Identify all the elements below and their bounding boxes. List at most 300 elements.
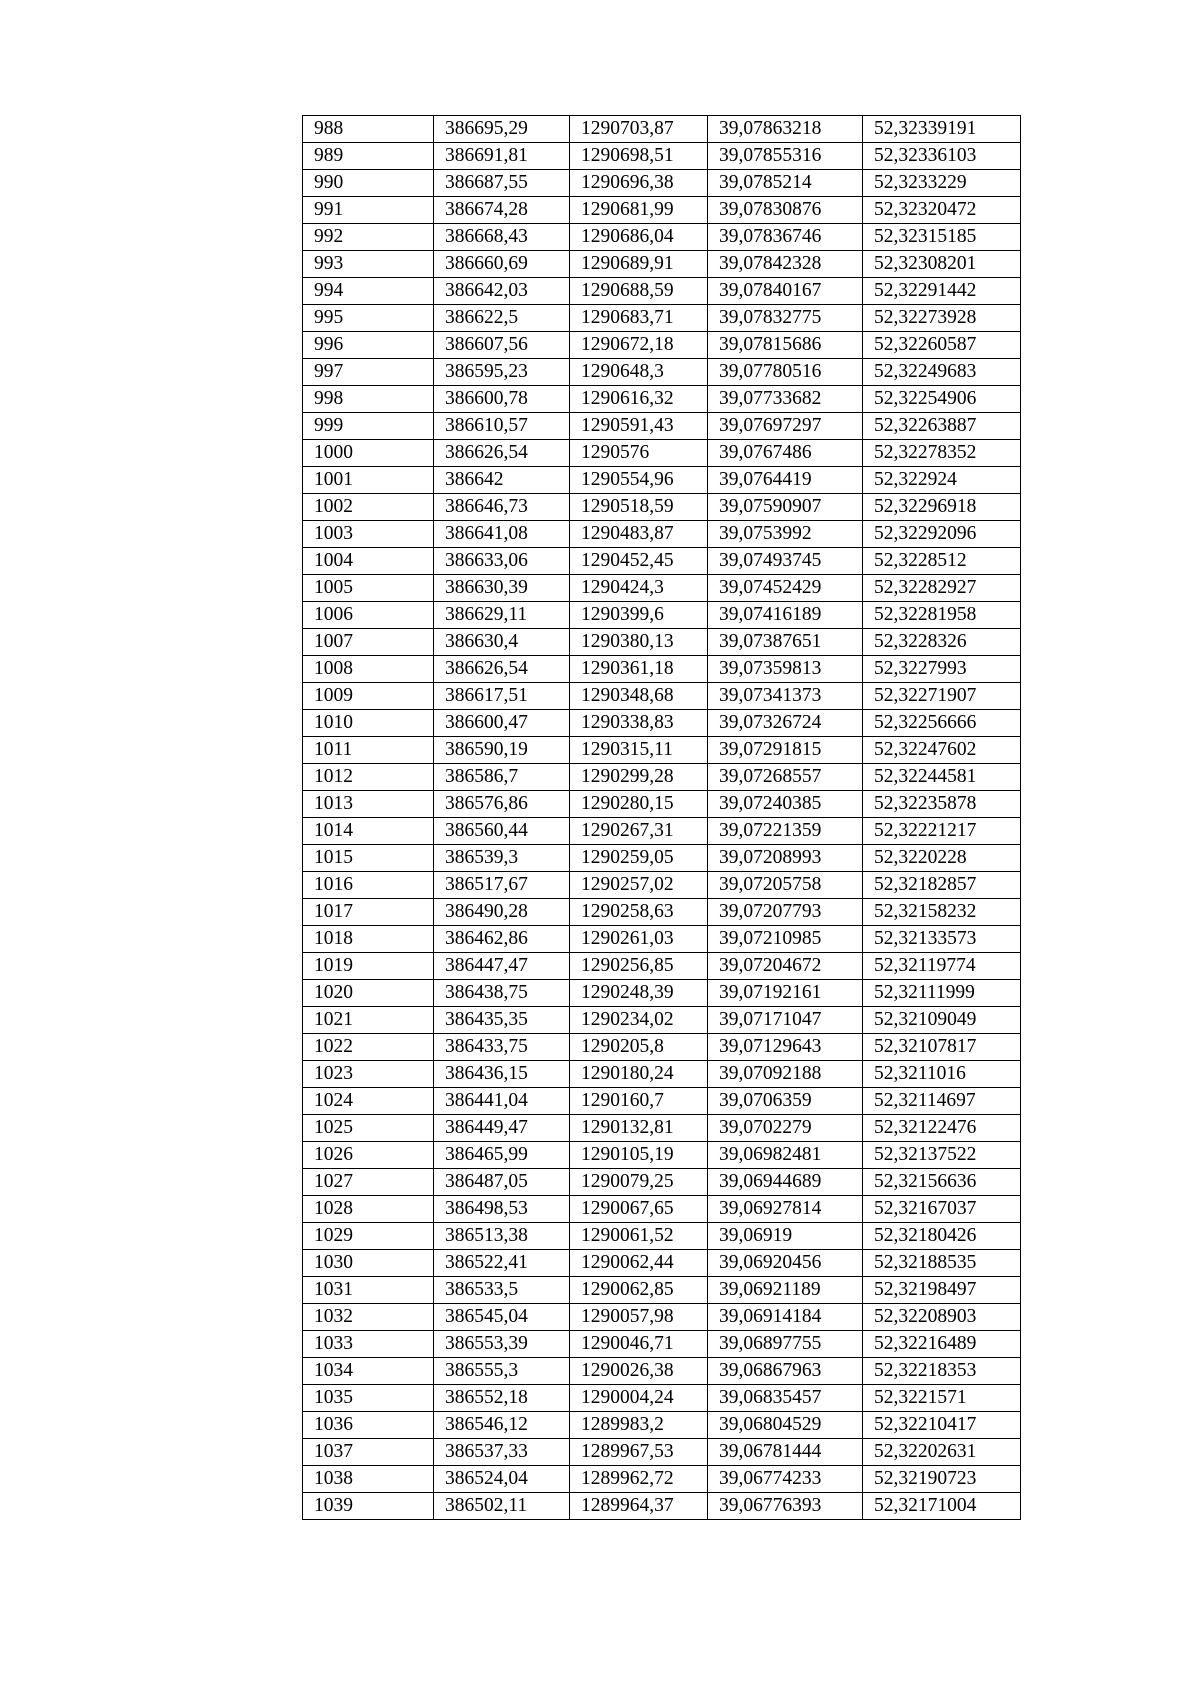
x-coordinate-cell: 386517,67 xyxy=(434,872,570,899)
longitude-cell: 52,32278352 xyxy=(863,440,1021,467)
x-coordinate-cell: 386537,33 xyxy=(434,1439,570,1466)
y-coordinate-cell: 1290380,13 xyxy=(570,629,708,656)
x-coordinate-cell: 386610,57 xyxy=(434,413,570,440)
y-coordinate-cell: 1290591,43 xyxy=(570,413,708,440)
x-coordinate-cell: 386600,78 xyxy=(434,386,570,413)
latitude-cell: 39,06919 xyxy=(708,1223,863,1250)
latitude-cell: 39,06920456 xyxy=(708,1250,863,1277)
latitude-cell: 39,06774233 xyxy=(708,1466,863,1493)
latitude-cell: 39,07210985 xyxy=(708,926,863,953)
table-row xyxy=(303,764,1021,791)
x-coordinate-cell: 386586,7 xyxy=(434,764,570,791)
table-row xyxy=(303,602,1021,629)
latitude-cell: 39,07192161 xyxy=(708,980,863,1007)
y-coordinate-cell: 1290689,91 xyxy=(570,251,708,278)
longitude-cell: 52,32320472 xyxy=(863,197,1021,224)
x-coordinate-cell: 386626,54 xyxy=(434,656,570,683)
latitude-cell: 39,07092188 xyxy=(708,1061,863,1088)
x-coordinate-cell: 386630,4 xyxy=(434,629,570,656)
table-row xyxy=(303,953,1021,980)
latitude-cell: 39,06804529 xyxy=(708,1412,863,1439)
y-coordinate-cell: 1290672,18 xyxy=(570,332,708,359)
coordinates-table xyxy=(302,115,1021,1520)
latitude-cell: 39,07240385 xyxy=(708,791,863,818)
longitude-cell: 52,3227993 xyxy=(863,656,1021,683)
y-coordinate-cell: 1290258,63 xyxy=(570,899,708,926)
longitude-cell: 52,32260587 xyxy=(863,332,1021,359)
point-number-cell: 994 xyxy=(303,278,434,305)
y-coordinate-cell: 1290554,96 xyxy=(570,467,708,494)
x-coordinate-cell: 386560,44 xyxy=(434,818,570,845)
point-number-cell: 1032 xyxy=(303,1304,434,1331)
table-row xyxy=(303,332,1021,359)
x-coordinate-cell: 386433,75 xyxy=(434,1034,570,1061)
point-number-cell: 1015 xyxy=(303,845,434,872)
point-number-cell: 993 xyxy=(303,251,434,278)
x-coordinate-cell: 386642 xyxy=(434,467,570,494)
y-coordinate-cell: 1290299,28 xyxy=(570,764,708,791)
latitude-cell: 39,06921189 xyxy=(708,1277,863,1304)
longitude-cell: 52,32171004 xyxy=(863,1493,1021,1520)
y-coordinate-cell: 1290424,3 xyxy=(570,575,708,602)
table-row xyxy=(303,521,1021,548)
point-number-cell: 1033 xyxy=(303,1331,434,1358)
latitude-cell: 39,07452429 xyxy=(708,575,863,602)
latitude-cell: 39,06897755 xyxy=(708,1331,863,1358)
point-number-cell: 1038 xyxy=(303,1466,434,1493)
y-coordinate-cell: 1290062,44 xyxy=(570,1250,708,1277)
table-row xyxy=(303,1169,1021,1196)
x-coordinate-cell: 386600,47 xyxy=(434,710,570,737)
point-number-cell: 1004 xyxy=(303,548,434,575)
y-coordinate-cell: 1290079,25 xyxy=(570,1169,708,1196)
longitude-cell: 52,3233229 xyxy=(863,170,1021,197)
point-number-cell: 1002 xyxy=(303,494,434,521)
y-coordinate-cell: 1290452,45 xyxy=(570,548,708,575)
table-row xyxy=(303,1277,1021,1304)
point-number-cell: 990 xyxy=(303,170,434,197)
latitude-cell: 39,07208993 xyxy=(708,845,863,872)
y-coordinate-cell: 1290026,38 xyxy=(570,1358,708,1385)
y-coordinate-cell: 1290256,85 xyxy=(570,953,708,980)
longitude-cell: 52,32156636 xyxy=(863,1169,1021,1196)
point-number-cell: 1016 xyxy=(303,872,434,899)
longitude-cell: 52,32202631 xyxy=(863,1439,1021,1466)
y-coordinate-cell: 1290105,19 xyxy=(570,1142,708,1169)
longitude-cell: 52,32339191 xyxy=(863,116,1021,143)
point-number-cell: 1017 xyxy=(303,899,434,926)
x-coordinate-cell: 386524,04 xyxy=(434,1466,570,1493)
point-number-cell: 1030 xyxy=(303,1250,434,1277)
point-number-cell: 1034 xyxy=(303,1358,434,1385)
x-coordinate-cell: 386465,99 xyxy=(434,1142,570,1169)
latitude-cell: 39,06927814 xyxy=(708,1196,863,1223)
y-coordinate-cell: 1290483,87 xyxy=(570,521,708,548)
latitude-cell: 39,07207793 xyxy=(708,899,863,926)
table-row xyxy=(303,737,1021,764)
latitude-cell: 39,07697297 xyxy=(708,413,863,440)
table-row xyxy=(303,224,1021,251)
y-coordinate-cell: 1290057,98 xyxy=(570,1304,708,1331)
table-row xyxy=(303,440,1021,467)
y-coordinate-cell: 1290696,38 xyxy=(570,170,708,197)
y-coordinate-cell: 1290067,65 xyxy=(570,1196,708,1223)
latitude-cell: 39,06781444 xyxy=(708,1439,863,1466)
longitude-cell: 52,32336103 xyxy=(863,143,1021,170)
table-row xyxy=(303,1115,1021,1142)
table-row xyxy=(303,926,1021,953)
x-coordinate-cell: 386546,12 xyxy=(434,1412,570,1439)
longitude-cell: 52,32198497 xyxy=(863,1277,1021,1304)
x-coordinate-cell: 386435,35 xyxy=(434,1007,570,1034)
table-row xyxy=(303,1007,1021,1034)
table-row xyxy=(303,1331,1021,1358)
point-number-cell: 1010 xyxy=(303,710,434,737)
x-coordinate-cell: 386630,39 xyxy=(434,575,570,602)
point-number-cell: 1014 xyxy=(303,818,434,845)
point-number-cell: 996 xyxy=(303,332,434,359)
y-coordinate-cell: 1290681,99 xyxy=(570,197,708,224)
latitude-cell: 39,07205758 xyxy=(708,872,863,899)
point-number-cell: 1001 xyxy=(303,467,434,494)
point-number-cell: 1021 xyxy=(303,1007,434,1034)
x-coordinate-cell: 386438,75 xyxy=(434,980,570,1007)
longitude-cell: 52,32137522 xyxy=(863,1142,1021,1169)
y-coordinate-cell: 1290061,52 xyxy=(570,1223,708,1250)
longitude-cell: 52,32282927 xyxy=(863,575,1021,602)
latitude-cell: 39,0702279 xyxy=(708,1115,863,1142)
x-coordinate-cell: 386691,81 xyxy=(434,143,570,170)
y-coordinate-cell: 1290686,04 xyxy=(570,224,708,251)
y-coordinate-cell: 1290180,24 xyxy=(570,1061,708,1088)
table-row xyxy=(303,1412,1021,1439)
latitude-cell: 39,0706359 xyxy=(708,1088,863,1115)
x-coordinate-cell: 386617,51 xyxy=(434,683,570,710)
point-number-cell: 1019 xyxy=(303,953,434,980)
x-coordinate-cell: 386674,28 xyxy=(434,197,570,224)
x-coordinate-cell: 386441,04 xyxy=(434,1088,570,1115)
latitude-cell: 39,07268557 xyxy=(708,764,863,791)
table-row xyxy=(303,629,1021,656)
y-coordinate-cell: 1290046,71 xyxy=(570,1331,708,1358)
y-coordinate-cell: 1290648,3 xyxy=(570,359,708,386)
point-number-cell: 1023 xyxy=(303,1061,434,1088)
x-coordinate-cell: 386462,86 xyxy=(434,926,570,953)
table-row xyxy=(303,1466,1021,1493)
x-coordinate-cell: 386622,5 xyxy=(434,305,570,332)
point-number-cell: 997 xyxy=(303,359,434,386)
latitude-cell: 39,07842328 xyxy=(708,251,863,278)
point-number-cell: 1036 xyxy=(303,1412,434,1439)
y-coordinate-cell: 1290259,05 xyxy=(570,845,708,872)
point-number-cell: 991 xyxy=(303,197,434,224)
x-coordinate-cell: 386436,15 xyxy=(434,1061,570,1088)
y-coordinate-cell: 1289964,37 xyxy=(570,1493,708,1520)
x-coordinate-cell: 386626,54 xyxy=(434,440,570,467)
table-row xyxy=(303,170,1021,197)
y-coordinate-cell: 1290160,7 xyxy=(570,1088,708,1115)
point-number-cell: 1027 xyxy=(303,1169,434,1196)
y-coordinate-cell: 1290576 xyxy=(570,440,708,467)
y-coordinate-cell: 1290348,68 xyxy=(570,683,708,710)
y-coordinate-cell: 1290261,03 xyxy=(570,926,708,953)
y-coordinate-cell: 1290062,85 xyxy=(570,1277,708,1304)
table-row xyxy=(303,899,1021,926)
y-coordinate-cell: 1290698,51 xyxy=(570,143,708,170)
latitude-cell: 39,07291815 xyxy=(708,737,863,764)
y-coordinate-cell: 1289983,2 xyxy=(570,1412,708,1439)
table-row xyxy=(303,1250,1021,1277)
longitude-cell: 52,32271907 xyxy=(863,683,1021,710)
table-row xyxy=(303,1385,1021,1412)
table-row xyxy=(303,278,1021,305)
table-row xyxy=(303,467,1021,494)
x-coordinate-cell: 386539,3 xyxy=(434,845,570,872)
x-coordinate-cell: 386502,11 xyxy=(434,1493,570,1520)
y-coordinate-cell: 1290315,11 xyxy=(570,737,708,764)
point-number-cell: 1039 xyxy=(303,1493,434,1520)
longitude-cell: 52,32167037 xyxy=(863,1196,1021,1223)
point-number-cell: 992 xyxy=(303,224,434,251)
longitude-cell: 52,3220228 xyxy=(863,845,1021,872)
y-coordinate-cell: 1289967,53 xyxy=(570,1439,708,1466)
y-coordinate-cell: 1290688,59 xyxy=(570,278,708,305)
point-number-cell: 1029 xyxy=(303,1223,434,1250)
longitude-cell: 52,3221571 xyxy=(863,1385,1021,1412)
y-coordinate-cell: 1290004,24 xyxy=(570,1385,708,1412)
table-row xyxy=(303,1034,1021,1061)
longitude-cell: 52,32158232 xyxy=(863,899,1021,926)
point-number-cell: 1031 xyxy=(303,1277,434,1304)
point-number-cell: 1024 xyxy=(303,1088,434,1115)
latitude-cell: 39,07341373 xyxy=(708,683,863,710)
latitude-cell: 39,07733682 xyxy=(708,386,863,413)
point-number-cell: 1007 xyxy=(303,629,434,656)
latitude-cell: 39,07493745 xyxy=(708,548,863,575)
y-coordinate-cell: 1290257,02 xyxy=(570,872,708,899)
y-coordinate-cell: 1290399,6 xyxy=(570,602,708,629)
y-coordinate-cell: 1290280,15 xyxy=(570,791,708,818)
table-row xyxy=(303,143,1021,170)
longitude-cell: 52,32114697 xyxy=(863,1088,1021,1115)
table-row xyxy=(303,1196,1021,1223)
table-row xyxy=(303,818,1021,845)
table-row xyxy=(303,305,1021,332)
longitude-cell: 52,32291442 xyxy=(863,278,1021,305)
point-number-cell: 1020 xyxy=(303,980,434,1007)
latitude-cell: 39,0753992 xyxy=(708,521,863,548)
longitude-cell: 52,32210417 xyxy=(863,1412,1021,1439)
latitude-cell: 39,06914184 xyxy=(708,1304,863,1331)
longitude-cell: 52,3228512 xyxy=(863,548,1021,575)
point-number-cell: 989 xyxy=(303,143,434,170)
y-coordinate-cell: 1290234,02 xyxy=(570,1007,708,1034)
x-coordinate-cell: 386545,04 xyxy=(434,1304,570,1331)
latitude-cell: 39,06982481 xyxy=(708,1142,863,1169)
point-number-cell: 1037 xyxy=(303,1439,434,1466)
point-number-cell: 999 xyxy=(303,413,434,440)
table-row xyxy=(303,872,1021,899)
longitude-cell: 52,32180426 xyxy=(863,1223,1021,1250)
latitude-cell: 39,06867963 xyxy=(708,1358,863,1385)
x-coordinate-cell: 386695,29 xyxy=(434,116,570,143)
latitude-cell: 39,07840167 xyxy=(708,278,863,305)
x-coordinate-cell: 386660,69 xyxy=(434,251,570,278)
latitude-cell: 39,07590907 xyxy=(708,494,863,521)
longitude-cell: 52,32247602 xyxy=(863,737,1021,764)
y-coordinate-cell: 1290616,32 xyxy=(570,386,708,413)
y-coordinate-cell: 1290338,83 xyxy=(570,710,708,737)
x-coordinate-cell: 386553,39 xyxy=(434,1331,570,1358)
latitude-cell: 39,07171047 xyxy=(708,1007,863,1034)
latitude-cell: 39,07204672 xyxy=(708,953,863,980)
longitude-cell: 52,3228326 xyxy=(863,629,1021,656)
point-number-cell: 1003 xyxy=(303,521,434,548)
point-number-cell: 1011 xyxy=(303,737,434,764)
point-number-cell: 995 xyxy=(303,305,434,332)
x-coordinate-cell: 386498,53 xyxy=(434,1196,570,1223)
latitude-cell: 39,06835457 xyxy=(708,1385,863,1412)
y-coordinate-cell: 1290248,39 xyxy=(570,980,708,1007)
longitude-cell: 52,32235878 xyxy=(863,791,1021,818)
y-coordinate-cell: 1290267,31 xyxy=(570,818,708,845)
x-coordinate-cell: 386607,56 xyxy=(434,332,570,359)
longitude-cell: 52,32190723 xyxy=(863,1466,1021,1493)
table-row xyxy=(303,1061,1021,1088)
coordinates-table-body xyxy=(303,116,1021,1520)
x-coordinate-cell: 386595,23 xyxy=(434,359,570,386)
point-number-cell: 1022 xyxy=(303,1034,434,1061)
latitude-cell: 39,07832775 xyxy=(708,305,863,332)
x-coordinate-cell: 386449,47 xyxy=(434,1115,570,1142)
latitude-cell: 39,06944689 xyxy=(708,1169,863,1196)
longitude-cell: 52,32182857 xyxy=(863,872,1021,899)
longitude-cell: 52,32296918 xyxy=(863,494,1021,521)
latitude-cell: 39,07326724 xyxy=(708,710,863,737)
y-coordinate-cell: 1290703,87 xyxy=(570,116,708,143)
point-number-cell: 1028 xyxy=(303,1196,434,1223)
point-number-cell: 1008 xyxy=(303,656,434,683)
longitude-cell: 52,32263887 xyxy=(863,413,1021,440)
y-coordinate-cell: 1290132,81 xyxy=(570,1115,708,1142)
table-row xyxy=(303,683,1021,710)
point-number-cell: 1000 xyxy=(303,440,434,467)
point-number-cell: 1018 xyxy=(303,926,434,953)
point-number-cell: 1026 xyxy=(303,1142,434,1169)
y-coordinate-cell: 1290518,59 xyxy=(570,494,708,521)
table-row xyxy=(303,845,1021,872)
longitude-cell: 52,32111999 xyxy=(863,980,1021,1007)
x-coordinate-cell: 386533,5 xyxy=(434,1277,570,1304)
point-number-cell: 1005 xyxy=(303,575,434,602)
longitude-cell: 52,32308201 xyxy=(863,251,1021,278)
x-coordinate-cell: 386447,47 xyxy=(434,953,570,980)
longitude-cell: 52,32218353 xyxy=(863,1358,1021,1385)
x-coordinate-cell: 386555,3 xyxy=(434,1358,570,1385)
point-number-cell: 1006 xyxy=(303,602,434,629)
x-coordinate-cell: 386668,43 xyxy=(434,224,570,251)
table-row xyxy=(303,386,1021,413)
y-coordinate-cell: 1290683,71 xyxy=(570,305,708,332)
latitude-cell: 39,07836746 xyxy=(708,224,863,251)
x-coordinate-cell: 386646,73 xyxy=(434,494,570,521)
table-row xyxy=(303,548,1021,575)
longitude-cell: 52,32249683 xyxy=(863,359,1021,386)
longitude-cell: 52,322924 xyxy=(863,467,1021,494)
table-row xyxy=(303,656,1021,683)
latitude-cell: 39,07830876 xyxy=(708,197,863,224)
table-row xyxy=(303,494,1021,521)
longitude-cell: 52,32292096 xyxy=(863,521,1021,548)
x-coordinate-cell: 386487,05 xyxy=(434,1169,570,1196)
table-row xyxy=(303,1223,1021,1250)
table-row xyxy=(303,251,1021,278)
longitude-cell: 52,32281958 xyxy=(863,602,1021,629)
x-coordinate-cell: 386641,08 xyxy=(434,521,570,548)
longitude-cell: 52,32122476 xyxy=(863,1115,1021,1142)
longitude-cell: 52,32221217 xyxy=(863,818,1021,845)
point-number-cell: 1009 xyxy=(303,683,434,710)
latitude-cell: 39,07855316 xyxy=(708,143,863,170)
longitude-cell: 52,32119774 xyxy=(863,953,1021,980)
table-row xyxy=(303,575,1021,602)
longitude-cell: 52,32188535 xyxy=(863,1250,1021,1277)
table-row xyxy=(303,1358,1021,1385)
table-row xyxy=(303,1142,1021,1169)
table-row xyxy=(303,1493,1021,1520)
latitude-cell: 39,07780516 xyxy=(708,359,863,386)
table-row xyxy=(303,359,1021,386)
y-coordinate-cell: 1290361,18 xyxy=(570,656,708,683)
latitude-cell: 39,07863218 xyxy=(708,116,863,143)
latitude-cell: 39,07387651 xyxy=(708,629,863,656)
longitude-cell: 52,32216489 xyxy=(863,1331,1021,1358)
table-row xyxy=(303,710,1021,737)
y-coordinate-cell: 1289962,72 xyxy=(570,1466,708,1493)
table-row xyxy=(303,1088,1021,1115)
latitude-cell: 39,07416189 xyxy=(708,602,863,629)
table-row xyxy=(303,791,1021,818)
latitude-cell: 39,0764419 xyxy=(708,467,863,494)
table-row xyxy=(303,1439,1021,1466)
table-row xyxy=(303,413,1021,440)
table-row xyxy=(303,116,1021,143)
latitude-cell: 39,06776393 xyxy=(708,1493,863,1520)
latitude-cell: 39,07129643 xyxy=(708,1034,863,1061)
longitude-cell: 52,32254906 xyxy=(863,386,1021,413)
longitude-cell: 52,32133573 xyxy=(863,926,1021,953)
latitude-cell: 39,07359813 xyxy=(708,656,863,683)
table-row xyxy=(303,197,1021,224)
longitude-cell: 52,32273928 xyxy=(863,305,1021,332)
point-number-cell: 988 xyxy=(303,116,434,143)
point-number-cell: 1012 xyxy=(303,764,434,791)
longitude-cell: 52,32315185 xyxy=(863,224,1021,251)
x-coordinate-cell: 386552,18 xyxy=(434,1385,570,1412)
longitude-cell: 52,32208903 xyxy=(863,1304,1021,1331)
x-coordinate-cell: 386513,38 xyxy=(434,1223,570,1250)
longitude-cell: 52,32109049 xyxy=(863,1007,1021,1034)
x-coordinate-cell: 386522,41 xyxy=(434,1250,570,1277)
longitude-cell: 52,32244581 xyxy=(863,764,1021,791)
x-coordinate-cell: 386687,55 xyxy=(434,170,570,197)
longitude-cell: 52,32256666 xyxy=(863,710,1021,737)
x-coordinate-cell: 386490,28 xyxy=(434,899,570,926)
point-number-cell: 998 xyxy=(303,386,434,413)
table-row xyxy=(303,1304,1021,1331)
longitude-cell: 52,32107817 xyxy=(863,1034,1021,1061)
table-row xyxy=(303,980,1021,1007)
